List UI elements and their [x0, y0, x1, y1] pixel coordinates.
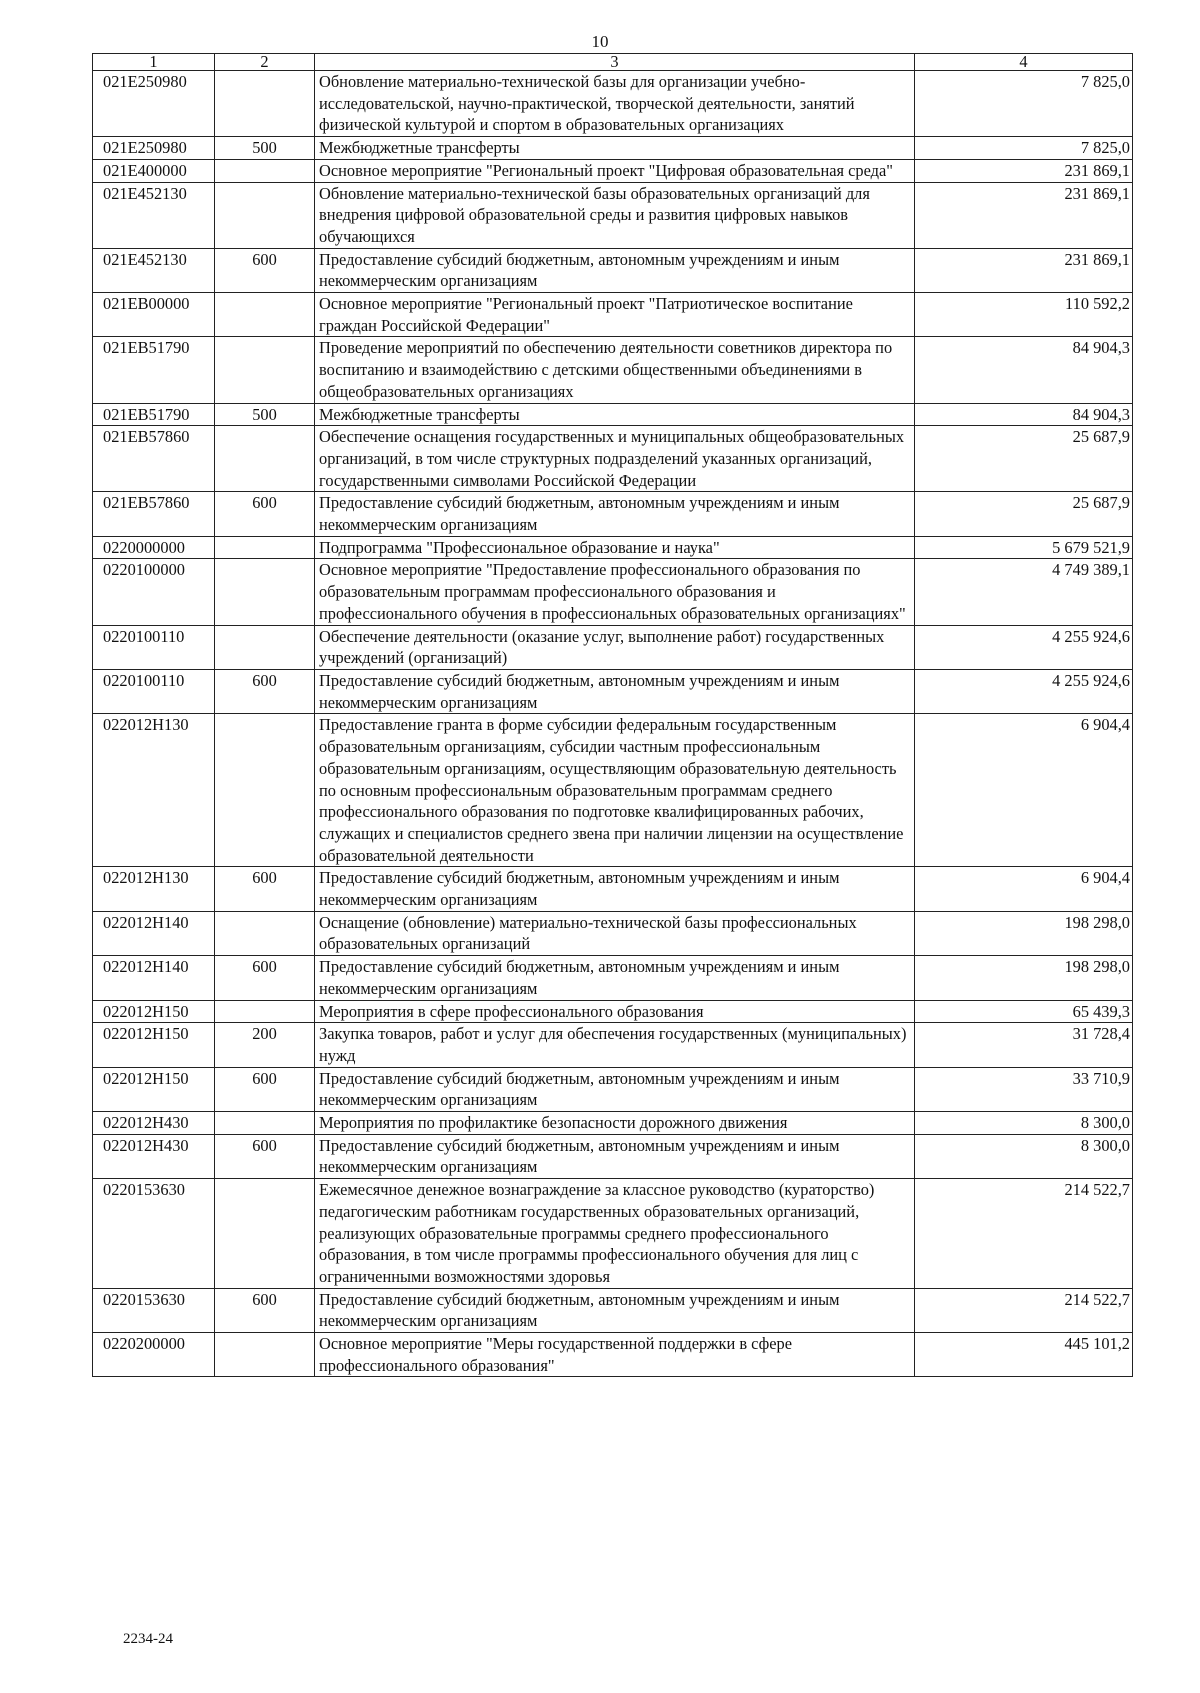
table-row — [93, 625, 1133, 669]
row-code-cell: 022012Н150 — [93, 1000, 215, 1023]
row-type-cell: 600 — [215, 867, 315, 911]
row-name-cell: Предоставление субсидий бюджетным, автономным учреждениям и иным некоммерческим организациям — [315, 669, 915, 713]
row-code-cell: 021E400000 — [93, 159, 215, 182]
row-code-cell: 0220200000 — [93, 1333, 215, 1377]
table-row — [93, 182, 1133, 248]
row-name-cell: Предоставление субсидий бюджетным, автономным учреждениям и иным некоммерческим организациям — [315, 956, 915, 1000]
row-name-cell: Межбюджетные трансферты — [315, 403, 915, 426]
row-type-cell: 600 — [215, 669, 315, 713]
row-type-cell: 600 — [215, 1067, 315, 1111]
row-type-cell — [215, 1179, 315, 1289]
row-code-cell: 0220153630 — [93, 1288, 215, 1332]
row-name-cell: Предоставление субсидий бюджетным, автономным учреждениям и иным некоммерческим организациям — [315, 492, 915, 536]
row-code-cell: 021E250980 — [93, 137, 215, 160]
row-type-cell: 600 — [215, 1288, 315, 1332]
row-amount-cell: 214 522,7 — [915, 1288, 1133, 1332]
row-amount-cell: 84 904,3 — [915, 403, 1133, 426]
row-amount-cell: 110 592,2 — [915, 293, 1133, 337]
table-row — [93, 867, 1133, 911]
row-name-cell: Предоставление субсидий бюджетным, автономным учреждениям и иным некоммерческим организациям — [315, 1067, 915, 1111]
table-row — [93, 1179, 1133, 1289]
row-amount-cell: 7 825,0 — [915, 71, 1133, 137]
row-type-cell — [215, 559, 315, 625]
row-amount-cell: 25 687,9 — [915, 492, 1133, 536]
row-name-cell: Основное мероприятие "Региональный проект "Цифровая образовательная среда" — [315, 159, 915, 182]
row-name-cell: Закупка товаров, работ и услуг для обеспечения государственных (муниципальных) нужд — [315, 1023, 915, 1067]
row-code-cell: 022012Н150 — [93, 1067, 215, 1111]
row-type-cell — [215, 426, 315, 492]
row-code-cell: 0220153630 — [93, 1179, 215, 1289]
row-type-cell: 500 — [215, 137, 315, 160]
row-name-cell: Обновление материально-технической базы образовательных организаций для внедрения цифровой образовательной среды и развития цифровых навыков обучающихся — [315, 182, 915, 248]
row-name-cell: Подпрограмма "Профессиональное образование и наука" — [315, 536, 915, 559]
table-row — [93, 559, 1133, 625]
row-type-cell — [215, 337, 315, 403]
row-code-cell: 022012Н140 — [93, 911, 215, 955]
row-code-cell: 021EB57860 — [93, 426, 215, 492]
row-code-cell: 021EB57860 — [93, 492, 215, 536]
row-name-cell: Основное мероприятие "Региональный проект "Патриотическое воспитание граждан Российской Федерации" — [315, 293, 915, 337]
row-type-cell — [215, 625, 315, 669]
table-row — [93, 1000, 1133, 1023]
row-code-cell: 0220100110 — [93, 669, 215, 713]
row-code-cell: 021E452130 — [93, 248, 215, 292]
row-name-cell: Межбюджетные трансферты — [315, 137, 915, 160]
row-name-cell: Обеспечение оснащения государственных и муниципальных общеобразовательных организаций, в том числе структурных подразделений указанных организаций, государственными символами Российской Федерации — [315, 426, 915, 492]
table-row — [93, 956, 1133, 1000]
row-code-cell: 022012Н130 — [93, 714, 215, 867]
row-amount-cell: 8 300,0 — [915, 1112, 1133, 1135]
row-name-cell: Мероприятия в сфере профессионального образования — [315, 1000, 915, 1023]
row-type-cell — [215, 293, 315, 337]
table-row — [93, 1023, 1133, 1067]
column-header-2: 2 — [215, 54, 315, 71]
row-type-cell: 200 — [215, 1023, 315, 1067]
table-row — [93, 1288, 1133, 1332]
table-row — [93, 714, 1133, 867]
row-code-cell: 022012Н140 — [93, 956, 215, 1000]
row-code-cell: 022012Н130 — [93, 867, 215, 911]
table-row — [93, 71, 1133, 137]
row-code-cell: 022012Н150 — [93, 1023, 215, 1067]
row-amount-cell: 7 825,0 — [915, 137, 1133, 160]
row-code-cell: 0220000000 — [93, 536, 215, 559]
row-amount-cell: 231 869,1 — [915, 159, 1133, 182]
row-type-cell — [215, 536, 315, 559]
row-type-cell — [215, 911, 315, 955]
row-code-cell: 022012Н430 — [93, 1112, 215, 1135]
row-amount-cell: 4 255 924,6 — [915, 625, 1133, 669]
table-row — [93, 159, 1133, 182]
row-amount-cell: 231 869,1 — [915, 248, 1133, 292]
column-header-4: 4 — [915, 54, 1133, 71]
row-name-cell: Основное мероприятие "Предоставление профессионального образования по образовательным программам профессионального образования и профессионального обучения в профессиональных образовательных организациях" — [315, 559, 915, 625]
row-code-cell: 022012Н430 — [93, 1134, 215, 1178]
table-row — [93, 426, 1133, 492]
row-type-cell — [215, 1000, 315, 1023]
row-code-cell: 0220100110 — [93, 625, 215, 669]
page-number: 10 — [591, 32, 609, 51]
row-amount-cell: 25 687,9 — [915, 426, 1133, 492]
row-type-cell: 600 — [215, 492, 315, 536]
row-name-cell: Ежемесячное денежное вознаграждение за классное руководство (кураторство) педагогическим работникам государственных образовательных организаций, реализующих образовательные программы среднего профессионального образования, в том числе программы профессионального обучения для лиц с ограниченными возможностями здоровья — [315, 1179, 915, 1289]
row-code-cell: 021EB00000 — [93, 293, 215, 337]
row-amount-cell: 6 904,4 — [915, 714, 1133, 867]
row-type-cell: 600 — [215, 248, 315, 292]
row-amount-cell: 445 101,2 — [915, 1333, 1133, 1377]
row-name-cell: Проведение мероприятий по обеспечению деятельности советников директора по воспитанию и взаимодействию с детскими общественными объединениями в общеобразовательных организациях — [315, 337, 915, 403]
document-code: 2234-24 — [123, 1631, 173, 1647]
row-type-cell: 500 — [215, 403, 315, 426]
row-amount-cell: 33 710,9 — [915, 1067, 1133, 1111]
row-name-cell: Предоставление субсидий бюджетным, автономным учреждениям и иным некоммерческим организациям — [315, 867, 915, 911]
row-amount-cell: 214 522,7 — [915, 1179, 1133, 1289]
row-type-cell — [215, 1333, 315, 1377]
row-name-cell: Мероприятия по профилактике безопасности дорожного движения — [315, 1112, 915, 1135]
row-name-cell: Предоставление субсидий бюджетным, автономным учреждениям и иным некоммерческим организациям — [315, 1288, 915, 1332]
row-name-cell: Предоставление субсидий бюджетным, автономным учреждениям и иным некоммерческим организациям — [315, 248, 915, 292]
row-type-cell: 600 — [215, 956, 315, 1000]
row-type-cell — [215, 159, 315, 182]
row-amount-cell: 198 298,0 — [915, 911, 1133, 955]
row-code-cell: 021E250980 — [93, 71, 215, 137]
table-row — [93, 669, 1133, 713]
row-code-cell: 0220100000 — [93, 559, 215, 625]
row-amount-cell: 5 679 521,9 — [915, 536, 1133, 559]
table-row — [93, 1067, 1133, 1111]
row-amount-cell: 198 298,0 — [915, 956, 1133, 1000]
row-name-cell: Предоставление гранта в форме субсидии федеральным государственным образовательным организациям, субсидии частным профессиональным образовательным организациям, осуществляющим образовательную деятельность по основным профессиональным образовательным программам среднего профессионального образования по подготовке квалифицированных рабочих, служащих и специалистов среднего звена при наличии лицензии на осуществление образовательной деятельности — [315, 714, 915, 867]
row-name-cell: Предоставление субсидий бюджетным, автономным учреждениям и иным некоммерческим организациям — [315, 1134, 915, 1178]
row-amount-cell: 8 300,0 — [915, 1134, 1133, 1178]
row-amount-cell: 4 255 924,6 — [915, 669, 1133, 713]
row-amount-cell: 84 904,3 — [915, 337, 1133, 403]
row-amount-cell: 65 439,3 — [915, 1000, 1133, 1023]
table-row — [93, 1134, 1133, 1178]
row-amount-cell: 6 904,4 — [915, 867, 1133, 911]
table-row — [93, 293, 1133, 337]
row-type-cell — [215, 182, 315, 248]
row-type-cell — [215, 71, 315, 137]
row-code-cell: 021EB51790 — [93, 403, 215, 426]
table-row — [93, 248, 1133, 292]
table-row — [93, 492, 1133, 536]
table-header-row — [93, 54, 1133, 71]
budget-table — [92, 53, 1133, 1377]
row-type-cell — [215, 1112, 315, 1135]
row-name-cell: Оснащение (обновление) материально-технической базы профессиональных образовательных организаций — [315, 911, 915, 955]
row-name-cell: Обновление материально-технической базы для организации учебно-исследовательской, научно-практической, творческой деятельности, занятий физической культурой и спортом в образовательных организациях — [315, 71, 915, 137]
row-name-cell: Основное мероприятие "Меры государственной поддержки в сфере профессионального образования" — [315, 1333, 915, 1377]
table-row — [93, 1333, 1133, 1377]
budget-table-body — [93, 54, 1133, 1377]
table-row — [93, 911, 1133, 955]
table-row — [93, 1112, 1133, 1135]
column-header-3: 3 — [315, 54, 915, 71]
row-name-cell: Обеспечение деятельности (оказание услуг, выполнение работ) государственных учреждений (организаций) — [315, 625, 915, 669]
row-type-cell: 600 — [215, 1134, 315, 1178]
row-code-cell: 021E452130 — [93, 182, 215, 248]
table-row — [93, 337, 1133, 403]
row-amount-cell: 31 728,4 — [915, 1023, 1133, 1067]
table-row — [93, 403, 1133, 426]
column-header-1: 1 — [93, 54, 215, 71]
row-type-cell — [215, 714, 315, 867]
row-amount-cell: 4 749 389,1 — [915, 559, 1133, 625]
row-code-cell: 021EB51790 — [93, 337, 215, 403]
table-row — [93, 137, 1133, 160]
table-row — [93, 536, 1133, 559]
row-amount-cell: 231 869,1 — [915, 182, 1133, 248]
